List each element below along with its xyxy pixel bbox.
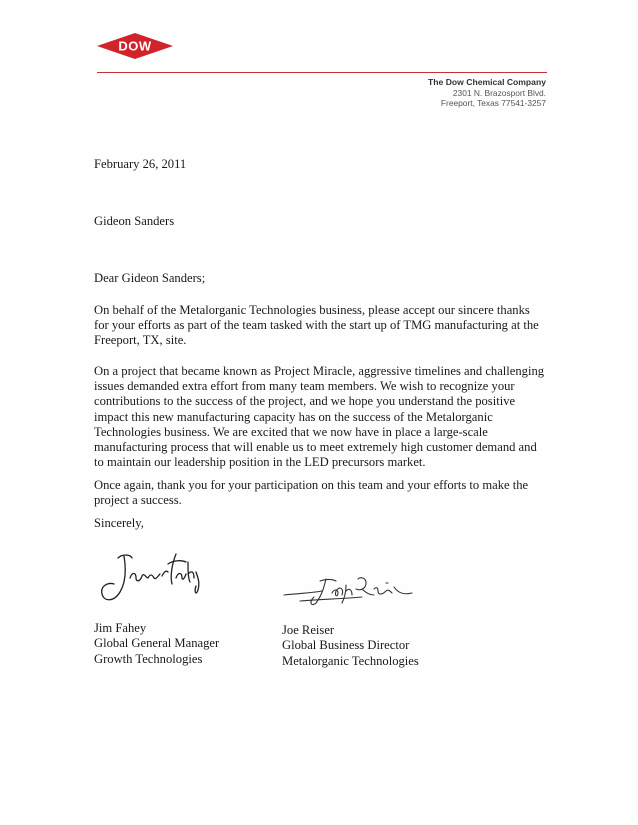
paragraph-1 bbox=[94, 303, 554, 349]
paragraph-line: On a project that became known as Project Miracle, aggressive timelines and challenging bbox=[94, 364, 545, 378]
paragraph-line: manufacturing process that will enable us to meet extremely high customer demand and bbox=[94, 440, 537, 455]
signer-org: Growth Technologies bbox=[94, 651, 203, 666]
paragraph-line: Technologies business. We are excited that we now have in place a large-scale bbox=[94, 424, 488, 439]
signer-block-2 bbox=[282, 623, 419, 669]
signer-title: Global Business Director bbox=[282, 638, 410, 653]
paragraph-line: issues demanded extra effort from many team members. We wish to recognize your bbox=[94, 379, 515, 394]
signature-joe-reiser bbox=[282, 573, 422, 609]
paragraph-3 bbox=[94, 478, 554, 508]
paragraph-line: for your efforts as part of the team tasked with the start up of TMG manufacturing at the bbox=[94, 318, 539, 333]
signer-title: Global General Manager bbox=[94, 636, 220, 651]
letter-date: February 26, 2011 bbox=[94, 157, 187, 171]
paragraph-line: contributions to the success of the project, and we hope you understand the positive bbox=[94, 394, 516, 409]
signer-block-1 bbox=[94, 621, 219, 667]
paragraph-line: impact this new manufacturing capacity has on the success of the Metalorganic bbox=[94, 409, 493, 424]
paragraph-line: project a success. bbox=[94, 493, 182, 508]
paragraph-line: On behalf of the Metalorganic Technologies business, please accept our sincere thanks bbox=[94, 303, 530, 317]
signer-name: Joe Reiser bbox=[282, 623, 335, 637]
signer-org: Metalorganic Technologies bbox=[282, 653, 419, 668]
recipient-name: Gideon Sanders bbox=[94, 214, 175, 228]
logo-text: DOW bbox=[118, 38, 152, 54]
paragraph-line: Freeport, TX, site. bbox=[94, 333, 187, 348]
paragraph-line: Once again, thank you for your participation on this team and your efforts to make the bbox=[94, 478, 529, 492]
address-line-1: 2301 N. Brazosport Blvd. bbox=[452, 87, 546, 98]
letterhead-rule bbox=[97, 72, 547, 73]
address-line-2: Freeport, Texas 77541-3257 bbox=[440, 98, 546, 109]
company-address-block bbox=[428, 77, 546, 109]
company-name: The Dow Chemical Company bbox=[428, 77, 546, 87]
paragraph-line: to maintain our leadership position in the LED precursors market. bbox=[94, 455, 426, 470]
paragraph-2 bbox=[94, 364, 554, 470]
salutation: Dear Gideon Sanders; bbox=[94, 271, 206, 285]
closing: Sincerely, bbox=[94, 516, 144, 530]
signer-name: Jim Fahey bbox=[94, 621, 147, 635]
signature-jim-fahey bbox=[96, 548, 206, 606]
dow-logo bbox=[97, 33, 173, 59]
